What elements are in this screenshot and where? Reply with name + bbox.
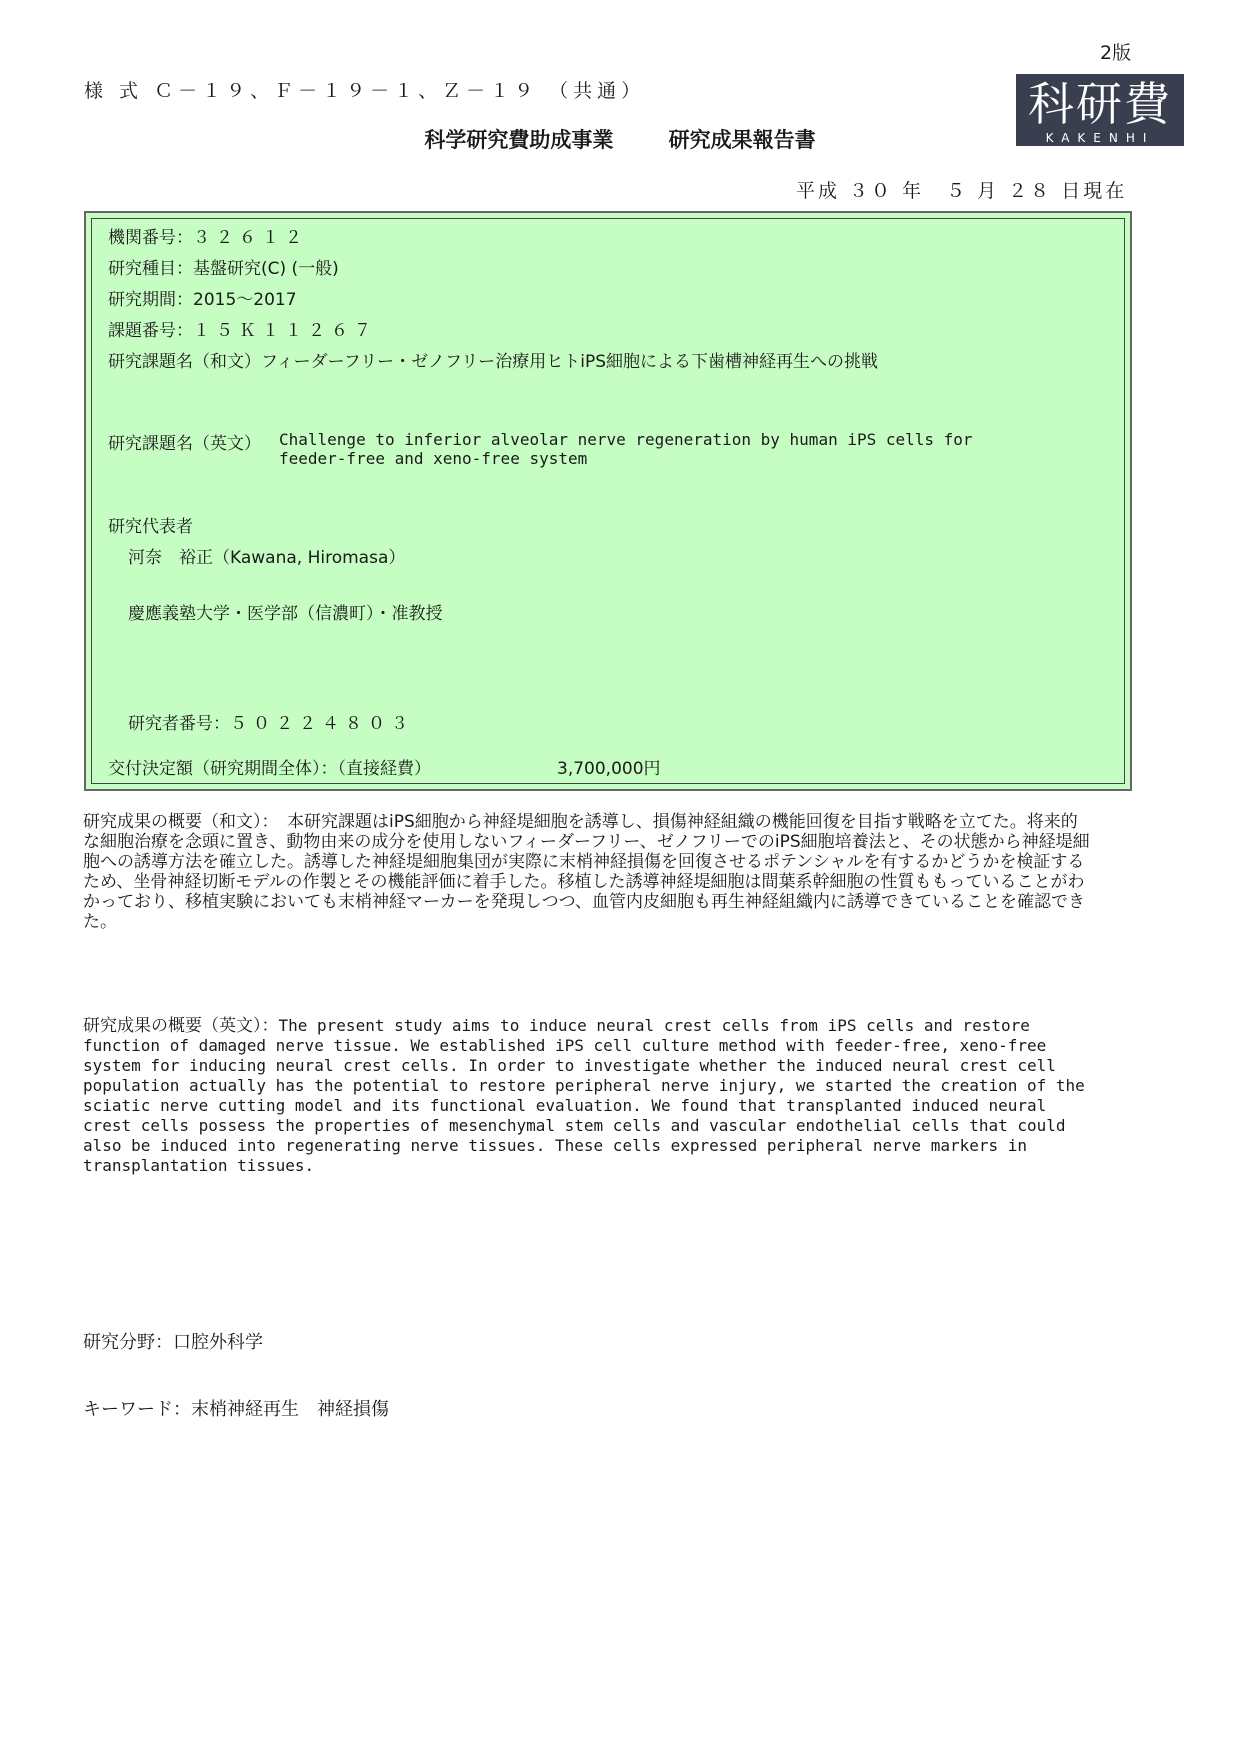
summary-en-text: The present study aims to induce neural crest cells from iPS cells and restore function of damaged nerve tissue. We established iPS cell culture method with feeder-free, xeno-free system for inducing neural crest cells. In order to investigate whether the induced neural crest cell population actually has the potential to restore peripheral nerve injury, we started the creation of the sciatic nerve cutting model and its functional evaluation. We found that transplanted induced neural crest cells possess the properties of mesenchymal stem cells and vascular endothelial cells that could also be induced into regenerating nerve tissues. These cells expressed peripheral nerve markers in transplantation tissues.	[83, 1016, 1085, 1175]
summary-en	[83, 1016, 1093, 1176]
title-en-line1: Challenge to inferior alveolar nerve regeneration by human iPS cells for	[279, 430, 973, 449]
grant-value: 3,700,000円	[557, 759, 661, 779]
document-title	[0, 124, 1240, 154]
institution-row	[108, 223, 308, 248]
category-value: 基盤研究(C) (一般)	[193, 259, 339, 279]
researcher-number-row	[128, 709, 414, 734]
period-label: 研究期間：	[108, 290, 193, 310]
research-field-label: 研究分野：	[83, 1332, 173, 1353]
project-info-box	[84, 211, 1132, 791]
summary-ja-label: 研究成果の概要（和文）：	[83, 812, 270, 832]
keywords	[83, 1395, 389, 1421]
summary-ja	[83, 812, 1093, 932]
form-code: 様 式 Ｃ－１９、Ｆ－１９－１、Ｚ－１９ （共通）	[84, 80, 646, 102]
representative-affiliation: 慶應義塾大学・医学部（信濃町）・准教授	[128, 604, 443, 624]
title-ja-value: フィーダーフリー・ゼノフリー治療用ヒトiPS細胞による下歯槽神経再生への挑戦	[261, 352, 879, 372]
summary-ja-text: 本研究課題はiPS細胞から神経堤細胞を誘導し、損傷神経組織の機能回復を目指す戦略を立てた。将来的な細胞治療を念頭に置き、動物由来の成分を使用しないフィーダーフリー、ゼノフリーでのiPS細胞培養法と、その状態から神経堤細胞への誘導方法を確立した。誘導した神経堤細胞集団が実際に末梢神経損傷を回復させるポテンシャルを有するかどうかを検証するため、坐骨神経切断モデルの作製とその機能評価に着手した。移植した誘導神経堤細胞は間葉系幹細胞の性質ももっていることがわかっており、移植実験においても末梢神経マーカーを発現しつつ、血管内皮細胞も再生神経組織内に誘導できていることを確認できた。	[83, 812, 1090, 932]
project-number-label: 課題番号：	[108, 321, 193, 341]
period-value: 2015～2017	[193, 290, 297, 310]
logo-roman: KAKENHI	[1045, 131, 1155, 145]
research-field-value: 口腔外科学	[173, 1332, 263, 1353]
period-row	[108, 285, 297, 310]
title-ja-row	[108, 347, 878, 372]
representative-name: 河奈 裕正（Kawana, Hiromasa）	[128, 548, 406, 568]
project-info-inner	[91, 218, 1125, 784]
title-program: 科学研究費助成事業	[424, 128, 614, 152]
researcher-number-label: 研究者番号：	[128, 714, 230, 734]
institution-label: 機関番号：	[108, 228, 193, 248]
summary-en-label: 研究成果の概要（英文）：	[83, 1016, 279, 1036]
edition-label: 2版	[1100, 42, 1132, 64]
title-en-line2: feeder-free and xeno-free system	[279, 449, 588, 468]
logo-kanji: 科研費	[1028, 77, 1172, 131]
institution-value: ３２６１２	[193, 228, 308, 248]
grant-label: 交付決定額（研究期間全体）：（直接経費）	[108, 759, 431, 779]
title-report: 研究成果報告書	[668, 128, 816, 152]
keywords-value: 末梢神経再生 神経損傷	[191, 1399, 389, 1420]
title-en-label: 研究課題名（英文）	[108, 434, 261, 454]
title-ja-label: 研究課題名（和文）	[108, 352, 261, 372]
representative-label: 研究代表者	[108, 517, 193, 537]
project-number-value: １５Ｋ１１２６７	[193, 321, 377, 341]
keywords-label: キーワード：	[83, 1399, 191, 1420]
researcher-number-value: ５０２２４８０３	[230, 714, 414, 734]
category-row	[108, 254, 339, 279]
research-field	[83, 1328, 263, 1354]
category-label: 研究種目：	[108, 259, 193, 279]
project-number-row	[108, 316, 377, 341]
report-date: 平成 ３０ 年 ５ 月 ２８ 日現在	[796, 180, 1128, 202]
